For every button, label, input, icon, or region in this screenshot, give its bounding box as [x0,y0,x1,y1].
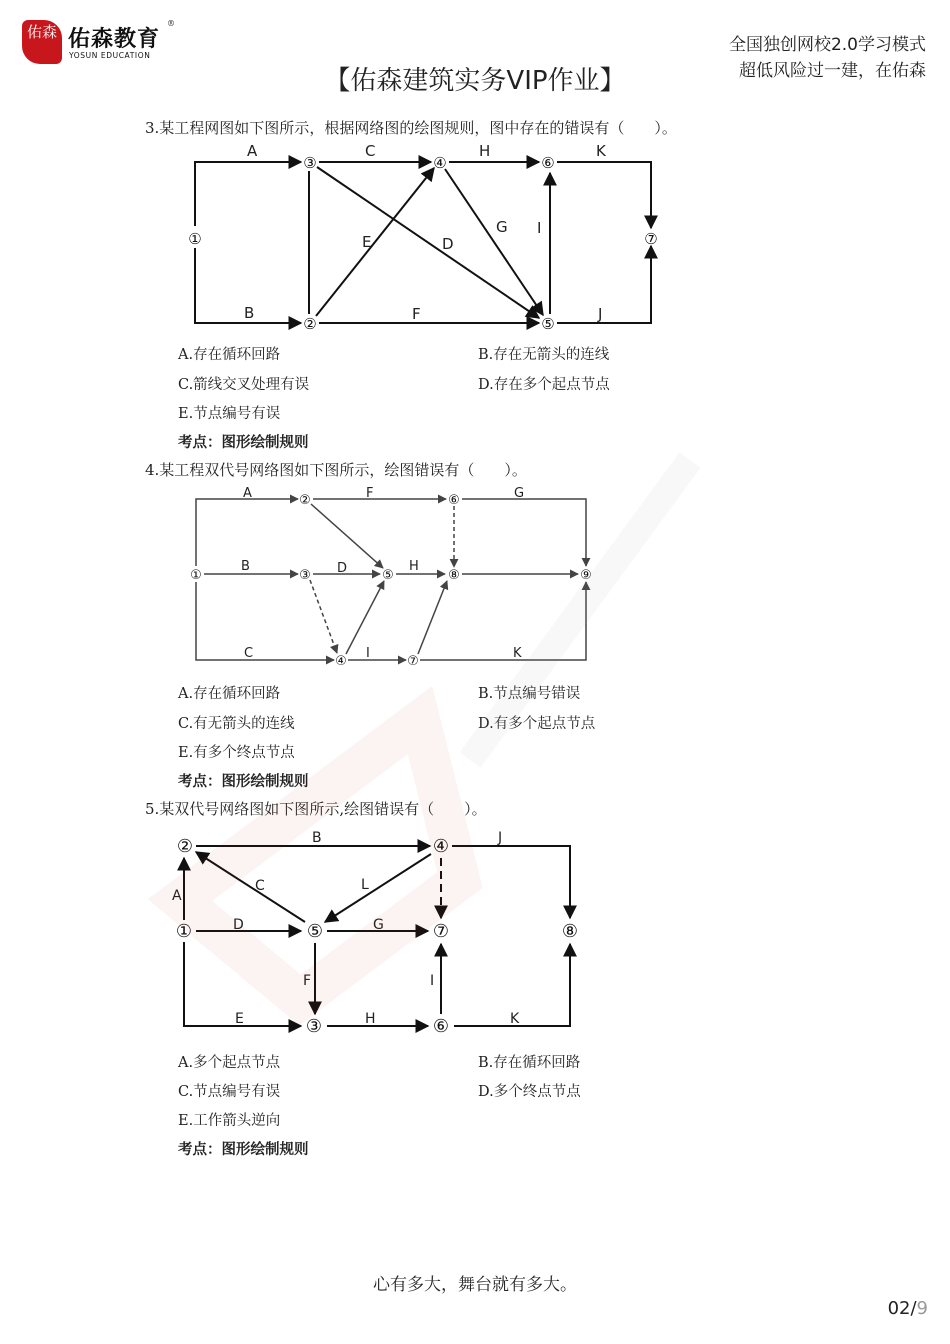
q5-option-e: E.工作箭头逆向 [178,1113,281,1129]
q3-label-d: D [442,235,454,253]
q3-option-a: A.存在循环回路 [178,347,281,363]
q5-node-4: ④ [432,836,450,857]
logo-subtitle: YOSUN EDUCATION [69,51,151,60]
q4-edge-k [420,582,586,660]
q4-option-b: B.节点编号错误 [478,686,581,702]
q4-option-c: C.有无箭头的连线 [178,716,295,732]
question-4-diagram [180,482,610,682]
q3-node-1: ① [188,230,202,248]
q5-label-j: J [498,830,503,846]
slogan-line-1: 全国独创网校2.0学习模式 [728,35,926,55]
q4-label-c: C [244,646,254,661]
q3-label-i: I [537,219,542,237]
q3-node-2: ② [303,315,317,333]
q5-label-k: K [510,1011,520,1027]
q5-option-d: D.多个终点节点 [478,1084,581,1100]
q3-edge-g [445,169,543,315]
q4-node-5: ⑤ [382,568,394,583]
q5-kaodian: 考点：图形绘制规则 [178,1141,309,1158]
q4-node-9: ⑨ [580,568,592,583]
q5-label-a: A [172,888,182,904]
q4-label-i: I [366,646,370,661]
q3-node-5: ⑤ [541,315,555,333]
q4-node-3: ③ [299,568,311,583]
q3-edge-j [557,246,651,323]
q5-node-8: ⑧ [561,921,579,942]
q5-edge-l [325,854,431,922]
q3-label-j: J [598,305,603,323]
q3-option-d: D.存在多个起点节点 [478,377,610,393]
q5-label-f: F [303,973,312,989]
question-5-stem: 5.某双代号网络图如下图所示,绘图错误有（ ）。 [145,800,487,818]
q4-label-h: H [409,559,419,574]
slogan-line-2: 超低风险过一建，在佑森 [739,61,926,81]
q5-node-7: ⑦ [432,921,450,942]
logo-name: 佑森教育 [68,27,161,52]
q4-edge-c [196,582,334,660]
logo-badge-text: 佑森 [26,23,57,41]
q5-label-i: I [430,973,435,989]
q4-edge-2-5 [311,504,383,568]
q4-label-k: K [513,646,522,661]
q3-label-e: E [362,233,372,251]
q5-label-g: G [373,917,384,933]
logo-badge [22,20,62,64]
q5-label-e: E [235,1011,244,1027]
q4-node-2: ② [299,493,311,508]
footer-motto: 心有多大，舞台就有多大。 [373,1275,577,1295]
q3-option-c: C.箭线交叉处理有误 [178,377,310,393]
q5-edge-c [196,852,305,922]
q3-node-4: ④ [433,154,447,172]
q5-label-l: L [361,877,369,893]
q4-label-a: A [243,486,252,501]
registered-mark: ® [167,19,175,28]
q3-edge-e [316,168,434,316]
q4-node-8: ⑧ [448,568,460,583]
q5-node-3: ③ [305,1016,323,1037]
q3-edge-k [557,162,651,228]
question-5-diagram [160,822,600,1042]
q3-label-g: G [496,218,508,236]
question-3-diagram [170,135,690,340]
q5-edge-j [452,846,570,918]
q5-option-b: B.存在循环回路 [478,1055,581,1071]
q4-node-7: ⑦ [407,654,419,669]
q4-edge-3-4-dummy [310,580,337,653]
q3-kaodian: 考点：图形绘制规则 [178,434,309,451]
q4-node-6: ⑥ [448,493,460,508]
q5-label-c: C [255,878,265,894]
page-title: 【佑森建筑实务VIP作业】 [324,66,626,96]
q4-option-a: A.存在循环回路 [178,686,281,702]
q5-option-a: A.多个起点节点 [178,1055,281,1071]
brand-logo [22,19,175,64]
q5-label-b: B [312,830,322,846]
q4-label-b: B [241,559,250,574]
q5-node-1: ① [175,921,193,942]
q3-label-a: A [247,142,258,160]
q5-node-5: ⑤ [306,921,324,942]
q3-node-7: ⑦ [644,230,658,248]
q5-node-2: ② [176,836,194,857]
question-3-stem: 3.某工程网图如下图所示，根据网络图的绘图规则，图中存在的错误有（ ）。 [145,119,677,137]
page-total: 9 [916,1298,928,1319]
q4-label-g: G [514,486,525,501]
q4-label-f: F [366,486,374,501]
q3-label-f: F [412,305,421,323]
q4-edge-7-8 [418,581,447,654]
q3-option-e: E.节点编号有误 [178,406,281,422]
q3-node-6: ⑥ [541,154,555,172]
q3-label-c: C [365,142,376,160]
q5-label-d: D [233,917,244,933]
q4-node-1: ① [190,568,202,583]
q4-option-d: D.有多个起点节点 [478,716,596,732]
question-4-stem: 4.某工程双代号网络图如下图所示，绘图错误有（ ）。 [145,461,527,479]
q4-kaodian: 考点：图形绘制规则 [178,773,309,790]
q3-node-3: ③ [303,154,317,172]
q4-edge-4-5 [346,581,384,654]
q3-edge-d [317,167,542,318]
q4-edge-a [196,499,298,566]
q5-node-6: ⑥ [432,1016,450,1037]
q4-option-e: E.有多个终点节点 [178,745,295,761]
page-number [888,1298,928,1319]
q3-label-b: B [244,304,255,322]
q5-label-h: H [365,1011,376,1027]
page-current: 02/ [887,1298,917,1319]
q4-edge-g [462,499,586,566]
q3-label-h: H [479,142,491,160]
q3-option-b: B.存在无箭头的连线 [478,347,610,363]
q4-node-4: ④ [335,654,347,669]
q5-option-c: C.节点编号有误 [178,1084,281,1100]
q3-edge-a [195,162,301,226]
q3-label-k: K [596,142,606,160]
q4-label-d: D [337,561,348,576]
